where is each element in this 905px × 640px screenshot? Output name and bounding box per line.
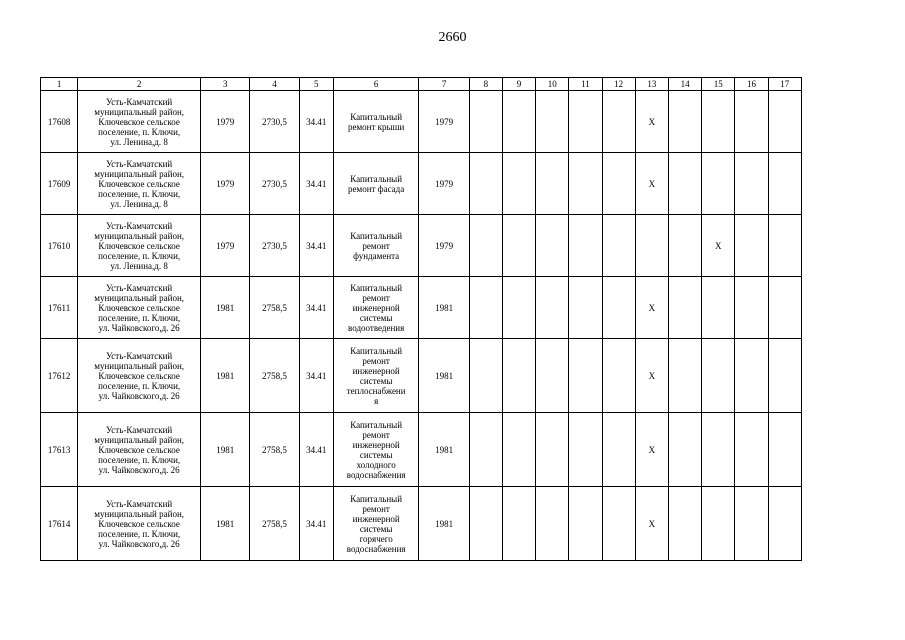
year-built-cell: 1981 — [201, 413, 250, 487]
col-14-cell — [668, 91, 701, 153]
col-14-cell — [668, 215, 701, 277]
col-9-cell — [502, 487, 535, 561]
col-16-cell — [735, 487, 768, 561]
record-id: 17611 — [41, 277, 78, 339]
table-row — [41, 215, 802, 277]
work-type-cell: Капитальный ремонт фундамента — [333, 215, 419, 277]
column-header: 9 — [502, 78, 535, 91]
col-11-cell — [569, 339, 602, 413]
work-type-cell: Капитальный ремонт инженерной системы водоотведения — [333, 277, 419, 339]
col-9-cell — [502, 339, 535, 413]
year-cell: 1979 — [419, 215, 469, 277]
column-header: 13 — [635, 78, 668, 91]
record-id: 17614 — [41, 487, 78, 561]
col-11-cell — [569, 413, 602, 487]
col-9-cell — [502, 153, 535, 215]
year-built-cell: 1981 — [201, 487, 250, 561]
col-16-cell — [735, 339, 768, 413]
wear-cell: 34.41 — [299, 277, 333, 339]
col-13-cell: X — [635, 487, 668, 561]
work-type-cell: Капитальный ремонт инженерной системы холодного водоснабжения — [333, 413, 419, 487]
col-14-cell — [668, 277, 701, 339]
wear-cell: 34.41 — [299, 91, 333, 153]
col-15-cell: X — [702, 215, 735, 277]
col-12-cell — [602, 413, 635, 487]
wear-cell: 34.41 — [299, 339, 333, 413]
col-12-cell — [602, 277, 635, 339]
col-8-cell — [469, 277, 502, 339]
repair-register-table — [40, 77, 802, 561]
table-row — [41, 153, 802, 215]
col-13-cell: X — [635, 153, 668, 215]
record-id: 17609 — [41, 153, 78, 215]
address-cell: Усть-Камчатский муниципальный район, Ключевское сельское поселение, п. Ключи, ул. Чайковского,д. 26 — [78, 339, 201, 413]
year-cell: 1981 — [419, 277, 469, 339]
area-cell: 2758,5 — [250, 277, 299, 339]
col-8-cell — [469, 153, 502, 215]
col-9-cell — [502, 413, 535, 487]
col-11-cell — [569, 153, 602, 215]
table-row — [41, 91, 802, 153]
col-17-cell — [768, 215, 801, 277]
col-12-cell — [602, 339, 635, 413]
col-16-cell — [735, 413, 768, 487]
year-built-cell: 1979 — [201, 91, 250, 153]
col-10-cell — [536, 413, 569, 487]
col-11-cell — [569, 277, 602, 339]
wear-cell: 34.41 — [299, 215, 333, 277]
record-id: 17613 — [41, 413, 78, 487]
column-header: 7 — [419, 78, 469, 91]
col-17-cell — [768, 487, 801, 561]
col-13-cell: X — [635, 277, 668, 339]
address-cell: Усть-Камчатский муниципальный район, Ключевское сельское поселение, п. Ключи, ул. Ленина,д. 8 — [78, 215, 201, 277]
address-cell: Усть-Камчатский муниципальный район, Ключевское сельское поселение, п. Ключи, ул. Чайковского,д. 26 — [78, 277, 201, 339]
col-8-cell — [469, 215, 502, 277]
col-8-cell — [469, 487, 502, 561]
col-10-cell — [536, 277, 569, 339]
area-cell: 2730,5 — [250, 153, 299, 215]
col-15-cell — [702, 277, 735, 339]
year-cell: 1981 — [419, 413, 469, 487]
col-15-cell — [702, 487, 735, 561]
work-type-cell: Капитальный ремонт инженерной системы теплоснабжени я — [333, 339, 419, 413]
col-15-cell — [702, 91, 735, 153]
col-15-cell — [702, 413, 735, 487]
wear-cell: 34.41 — [299, 153, 333, 215]
col-9-cell — [502, 91, 535, 153]
area-cell: 2758,5 — [250, 339, 299, 413]
wear-cell: 34.41 — [299, 487, 333, 561]
col-17-cell — [768, 91, 801, 153]
address-cell: Усть-Камчатский муниципальный район, Ключевское сельское поселение, п. Ключи, ул. Чайковского,д. 26 — [78, 487, 201, 561]
col-10-cell — [536, 339, 569, 413]
work-type-cell: Капитальный ремонт инженерной системы горячего водоснабжения — [333, 487, 419, 561]
record-id: 17610 — [41, 215, 78, 277]
col-14-cell — [668, 339, 701, 413]
col-16-cell — [735, 153, 768, 215]
area-cell: 2730,5 — [250, 215, 299, 277]
col-15-cell — [702, 153, 735, 215]
year-built-cell: 1981 — [201, 277, 250, 339]
column-header: 12 — [602, 78, 635, 91]
col-12-cell — [602, 487, 635, 561]
column-header: 6 — [333, 78, 419, 91]
col-14-cell — [668, 413, 701, 487]
column-header: 1 — [41, 78, 78, 91]
col-15-cell — [702, 339, 735, 413]
work-type-cell: Капитальный ремонт крыши — [333, 91, 419, 153]
year-cell: 1981 — [419, 339, 469, 413]
column-header: 14 — [668, 78, 701, 91]
col-13-cell: X — [635, 339, 668, 413]
col-9-cell — [502, 277, 535, 339]
column-header: 15 — [702, 78, 735, 91]
wear-cell: 34.41 — [299, 413, 333, 487]
column-header: 4 — [250, 78, 299, 91]
col-16-cell — [735, 91, 768, 153]
column-header: 2 — [78, 78, 201, 91]
record-id: 17612 — [41, 339, 78, 413]
address-cell: Усть-Камчатский муниципальный район, Ключевское сельское поселение, п. Ключи, ул. Ленина,д. 8 — [78, 91, 201, 153]
area-cell: 2758,5 — [250, 413, 299, 487]
column-header: 3 — [201, 78, 250, 91]
column-header: 10 — [536, 78, 569, 91]
area-cell: 2758,5 — [250, 487, 299, 561]
col-16-cell — [735, 277, 768, 339]
year-built-cell: 1979 — [201, 215, 250, 277]
col-8-cell — [469, 91, 502, 153]
col-17-cell — [768, 339, 801, 413]
table-row — [41, 277, 802, 339]
table-row — [41, 487, 802, 561]
column-header: 17 — [768, 78, 801, 91]
area-cell: 2730,5 — [250, 91, 299, 153]
col-12-cell — [602, 153, 635, 215]
column-header: 16 — [735, 78, 768, 91]
address-cell: Усть-Камчатский муниципальный район, Ключевское сельское поселение, п. Ключи, ул. Ленина,д. 8 — [78, 153, 201, 215]
col-12-cell — [602, 215, 635, 277]
column-header: 5 — [299, 78, 333, 91]
col-17-cell — [768, 413, 801, 487]
year-cell: 1979 — [419, 91, 469, 153]
work-type-cell: Капитальный ремонт фасада — [333, 153, 419, 215]
col-16-cell — [735, 215, 768, 277]
page-number: 2660 — [438, 30, 467, 45]
year-built-cell: 1979 — [201, 153, 250, 215]
col-12-cell — [602, 91, 635, 153]
col-9-cell — [502, 215, 535, 277]
column-header: 11 — [569, 78, 602, 91]
col-13-cell: X — [635, 91, 668, 153]
table-row — [41, 339, 802, 413]
col-10-cell — [536, 215, 569, 277]
address-cell: Усть-Камчатский муниципальный район, Ключевское сельское поселение, п. Ключи, ул. Чайковского,д. 26 — [78, 413, 201, 487]
year-built-cell: 1981 — [201, 339, 250, 413]
col-13-cell — [635, 215, 668, 277]
record-id: 17608 — [41, 91, 78, 153]
col-13-cell: X — [635, 413, 668, 487]
col-14-cell — [668, 153, 701, 215]
col-8-cell — [469, 339, 502, 413]
col-10-cell — [536, 153, 569, 215]
col-11-cell — [569, 91, 602, 153]
col-17-cell — [768, 277, 801, 339]
col-8-cell — [469, 413, 502, 487]
table-row — [41, 413, 802, 487]
col-17-cell — [768, 153, 801, 215]
col-10-cell — [536, 487, 569, 561]
col-10-cell — [536, 91, 569, 153]
col-11-cell — [569, 487, 602, 561]
year-cell: 1979 — [419, 153, 469, 215]
col-11-cell — [569, 215, 602, 277]
col-14-cell — [668, 487, 701, 561]
year-cell: 1981 — [419, 487, 469, 561]
column-number-header-row — [41, 78, 802, 91]
column-header: 8 — [469, 78, 502, 91]
